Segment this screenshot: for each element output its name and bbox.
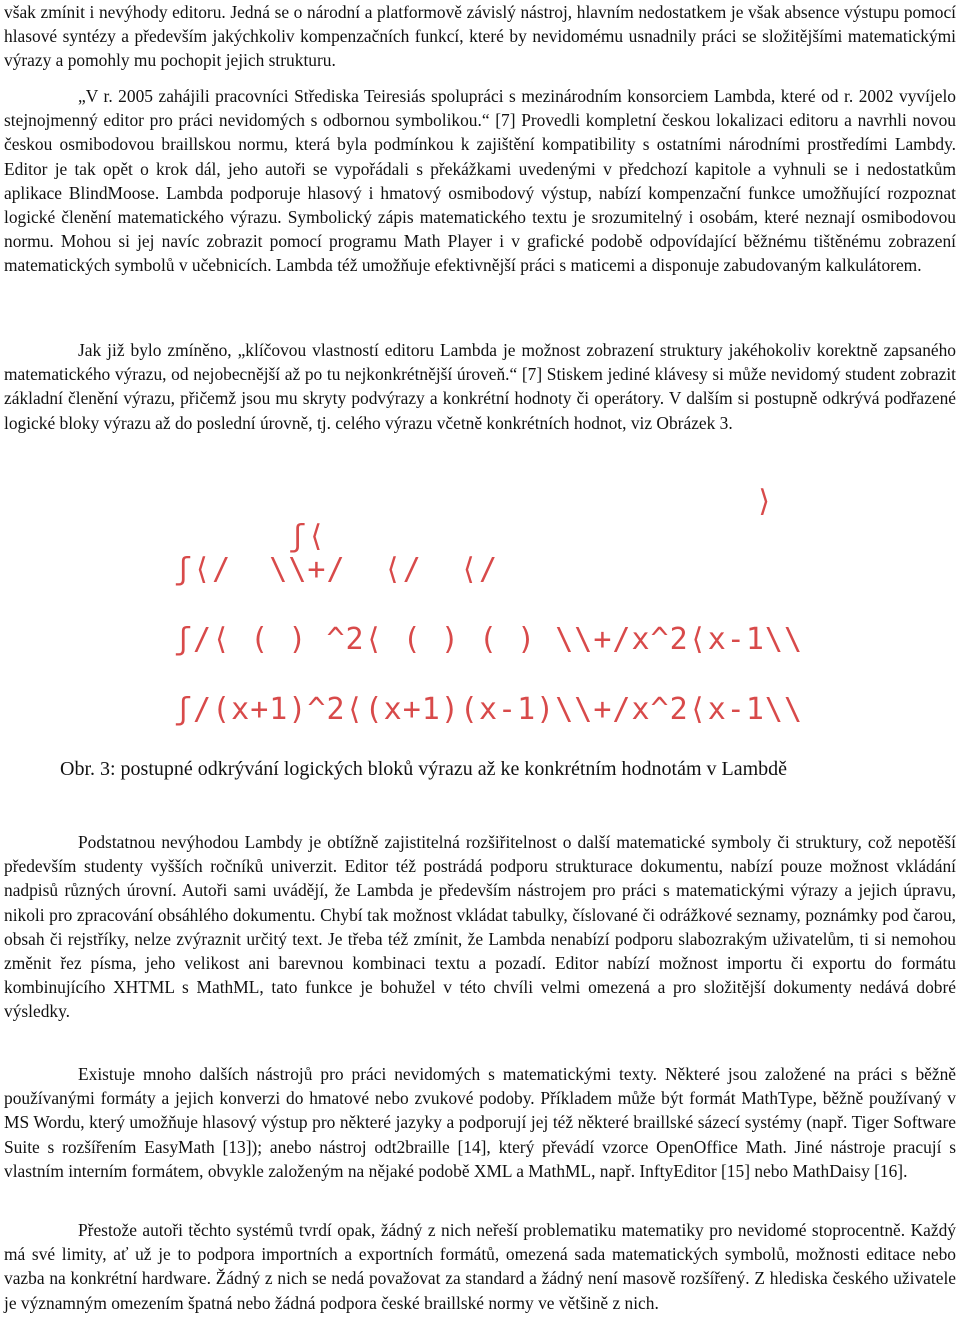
figure-row-1-left: ʃ⟨ bbox=[288, 519, 327, 554]
figure-row-level-3: ʃ/⟨ ( ) ^2⟨ ( ) ( ) \\+/x^2⟨x-1\\ bbox=[174, 622, 804, 657]
paragraph-other-tools: Existuje mnoho dalších nástrojů pro práci nevidomých s matematickými texty. Některé jsou založené na práci s běžně používanými formáty a jejich konverzi do hmatové nebo zvukové podoby. Příkladem může být formát MathType, běžně používaný v MS Wordu, který umožňuje hlasový výstup pro některé jazyky a podporují jej též některé braillské sázecí systémy (např. Tiger Software Suite s rozšířením EasyMath [13]); anebo nástroj odt2braille [14], který převádí vzorce OpenOffice Math. Jiné nástroje pracují s vlastním interním formátem, obvykle založeným na nějaké podobě XML a MathML, např. InftyEditor [15] nebo MathDaisy [16]. bbox=[4, 1064, 956, 1181]
paragraph-lambda-disadvantages: Podstatnou nevýhodou Lambdy je obtížně zajistitelná rozšiřitelnost o další matematické symboly či struktury, což nepotěší především studenty vyšších ročníků univerzit. Editor též postrádá podporu strukturace dokumentu, nabízí pouze možnost vkládání nadpisů různých úrovní. Autoři sami uvádějí, že Lambda je především nástrojem pro práci s matematickými výrazy a jejich úpravu, nikoli pro zpracování obsáhlého dokumentu. Chybí tak možnost vkládat tabulky, číslované či odrážkové seznamy, poznámky pod čarou, obsah či rejstříky, nelze zvýraznit určitý text. Je třeba též zmínit, že Lambda nenabízí podporu slabozrakým uživatelům, ti si nemohou změnit řez písma, jeho velikost ani barevnou kombinaci textu a pozadí. Editor nabízí možnost importu či exportu do formátu kombinujícího XHTML s MathML, tato funkce je bohužel v této chvíli velmi omezená a pro složitější dokumenty nedává dobré výsledky. bbox=[4, 832, 956, 1022]
figure-row-level-2: ʃ⟨/ \\+/ ⟨/ ⟨/ bbox=[174, 552, 499, 587]
paragraph-editor-drawbacks: však zmínit i nevýhody editoru. Jedná se o národní a platformově závislý nástroj, hlavním nedostatkem je však absence výstupu pomocí hlasové syntézy a především jakýchkoliv kompenzačních funkcí, které by nevidomému usnadnily práci se složitějšími matematickými výrazy a pomohly mu pochopit jejich strukturu. bbox=[4, 2, 956, 71]
figure-caption: Obr. 3: postupné odkrývání logických bloků výrazu až ke konkrétním hodnotám v Lambdě bbox=[60, 758, 788, 780]
figure-row-level-4: ʃ/(x+1)^2⟨(x+1)(x-1)\\+/x^2⟨x-1\\ bbox=[174, 692, 804, 727]
figure-lambda-expression-levels bbox=[174, 470, 804, 730]
figure-row-level-1 bbox=[174, 484, 774, 554]
paragraph-conclusion: Přestože autoři těchto systémů tvrdí opak, žádný z nich neřeší problematiku matematiky pro nevidomé stoprocentně. Každý má své limity, ať už je to podpora importních a exportních formátů, omezená sada matematických symbolů, možnosti editace nebo vazba na konkrétní hardware. Žádný z nich se nedá považovat za standard a žádný není masově rozšířený. Z hlediska českého uživatele je významným omezením špatná nebo žádná podpora české braillské normy ve většině z nich. bbox=[4, 1220, 956, 1313]
paragraph-structure-feature: Jak již bylo zmíněno, „klíčovou vlastností editoru Lambda je možnost zobrazení struktury jakéhokoliv korektně zapsaného matematického výrazu, od nejobecnější až po tu nejkonkrétnější úroveň.“ [7] Stiskem jediné klávesy si může nevidomý student zobrazit základní členění výrazu, přičemž jsou mu skryty podvýrazy a konkrétní hodnoty či operátory. V dalším si postupně odkrývá podřazené logické bloky výrazu až do poslední úrovně, tj. celého výrazu včetně konkrétních hodnot, viz Obrázek 3. bbox=[4, 340, 956, 433]
figure-row-1-right: ⟩ bbox=[754, 484, 774, 519]
paragraph-lambda-intro: „V r. 2005 zahájili pracovníci Střediska Teiresiás spolupráci s mezinárodním konsorciem Lambda, které od r. 2002 vyvíjelo stejnojmenný editor pro práci nevidomých s odbornou symbolikou.“ [7] Provedli kompletní českou lokalizaci editoru a navrhli novou českou osmibodovou braillskou normu, která byla podmínkou k zajištění kompatibility s ostatními národními prostředími Lambdy. Editor je tak opět o krok dál, jeho autoři se vypořádali s překážkami uvedenými v předchozí kapitole a vyhnuli se i nedostatkům aplikace BlindMoose. Lambda podporuje hlasový i hmatový osmibodový výstup, nabízí kompenzační funkce umožňující rozpoznat logické členění matematického výrazu. Symbolický zápis matematického textu je srozumitelný i osobám, které neznají osmibodovou normu. Mohou si jej navíc zobrazit pomocí programu Math Player i v grafické podobě odpovídající běžnému tištěnému zobrazení matematických symbolů v učebnicích. Lambda též umožňuje efektivnější práci s maticemi a disponuje zabudovaným kalkulátorem. bbox=[4, 86, 956, 276]
